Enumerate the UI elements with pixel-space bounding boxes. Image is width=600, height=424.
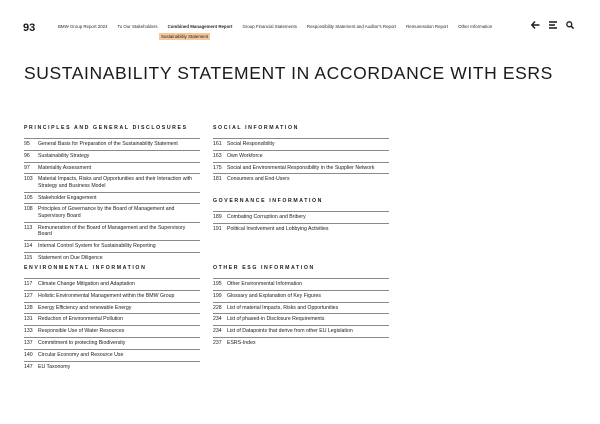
toc-text: Statement on Due Diligence [38, 254, 103, 261]
back-arrow-icon[interactable] [531, 21, 540, 29]
toc-page: 131 [24, 316, 33, 323]
toc-page: 133 [24, 328, 33, 335]
toc-row[interactable] [213, 325, 389, 337]
toc-page: 103 [24, 176, 33, 183]
toc-text: Material Impacts, Risks and Opportunities and their Interaction with Strategy and Business Model [38, 176, 192, 189]
toc-row[interactable] [24, 252, 200, 264]
toc-row[interactable] [24, 278, 200, 290]
toc-row[interactable] [213, 211, 389, 223]
toc-row[interactable] [24, 325, 200, 337]
toc-page: 127 [24, 292, 33, 299]
toc-text: ESRS-Index [227, 339, 256, 346]
toc-page: 161 [213, 141, 222, 147]
toc-text: Social Responsibility [227, 141, 275, 147]
section-heading: ENVIRONMENTAL INFORMATION [24, 265, 147, 271]
toc-row[interactable] [24, 361, 200, 373]
toc-page: 128 [24, 304, 33, 311]
nav-item-management-report[interactable]: Combined Management Report [167, 24, 233, 29]
nav-item-financial-statements[interactable]: Group Financial Statements [242, 24, 297, 29]
toc-page: 234 [213, 328, 222, 335]
toc-page: 95 [24, 141, 30, 147]
toc-text: Sustainability Strategy [38, 152, 90, 159]
toc-text: Political Involvement and Lobbying Activities [227, 225, 329, 232]
toc-page: 181 [213, 176, 222, 183]
toc-page: 228 [213, 304, 222, 311]
toc-page: 114 [24, 242, 33, 249]
toc-row[interactable] [213, 150, 389, 162]
toc-page: 189 [213, 214, 222, 220]
toc-row[interactable] [24, 150, 200, 162]
toc-row[interactable] [24, 313, 200, 325]
toc-text: List of material Impacts, Risks and Opportunities [227, 304, 339, 311]
section-heading: PRINCIPLES AND GENERAL DISCLOSURES [24, 125, 188, 131]
top-navigation [58, 24, 502, 29]
toc-text: Energy Efficiency and renewable Energy [38, 304, 132, 311]
nav-item-report[interactable]: BMW Group Report 2024 [58, 24, 108, 29]
toc-text: Principles of Governance by the Board of Management and Supervisory Board [38, 206, 175, 219]
nav-item-responsibility-statement[interactable]: Responsibility Statement and Auditor's Report [306, 24, 397, 29]
toc-row[interactable] [213, 162, 389, 174]
toc-row[interactable] [24, 138, 200, 150]
toc-text: Internal Control System for Sustainability Reporting [38, 242, 156, 249]
toc-text: Holistic Environmental Management within the BMW Group [38, 292, 175, 299]
toc-text: Social and Environmental Responsibility in the Supplier Network [227, 164, 375, 171]
section-general-disclosures [24, 125, 200, 263]
toc-text: Remuneration of the Board of Management and the Supervisory Board [38, 224, 186, 237]
toc-page: 140 [24, 351, 33, 358]
toc-row[interactable] [24, 240, 200, 252]
section-environmental-information [24, 265, 200, 372]
toc-page: 108 [24, 206, 33, 213]
search-icon[interactable] [566, 21, 574, 29]
section-other-esg-information [213, 265, 389, 349]
toc-text: Glossary and Explanation of Key Figures [227, 292, 322, 299]
subnav-sustainability-statement[interactable]: Sustainability Statement [161, 34, 209, 39]
toc-text: General Basis for Preparation of the Sustainability Statement [38, 141, 178, 147]
menu-icon[interactable] [549, 21, 557, 29]
nav-item-stakeholders[interactable]: To Our Stakeholders [117, 24, 158, 29]
toc-row[interactable] [24, 349, 200, 361]
toc-page: 147 [24, 363, 33, 370]
toc-row[interactable] [24, 337, 200, 349]
toc-row[interactable] [213, 173, 389, 185]
toc-page: 237 [213, 339, 222, 346]
toc-row[interactable] [24, 162, 200, 174]
nav-item-remuneration-report[interactable]: Remuneration Report [406, 24, 449, 29]
toc-page: 191 [213, 225, 222, 232]
toc-page: 175 [213, 164, 222, 171]
toc-row[interactable] [24, 290, 200, 302]
toc-text: Climate Change Mitigation and Adaptation [38, 281, 135, 287]
toc-row[interactable] [213, 302, 389, 314]
toc-page: 105 [24, 194, 33, 201]
toc-page: 199 [213, 292, 222, 299]
toc-text: Consumers and End-Users [227, 176, 290, 183]
toolbar-icons [531, 21, 574, 29]
toc-page: 137 [24, 339, 33, 346]
toc-page: 195 [213, 281, 222, 287]
toc-text: Materiality Assessment [38, 164, 92, 171]
toc-page: 115 [24, 254, 33, 261]
toc-row[interactable] [24, 203, 200, 221]
toc-page: 163 [213, 152, 222, 159]
page-title: SUSTAINABILITY STATEMENT IN ACCORDANCE WITH ESRS [24, 63, 553, 83]
section-heading: GOVERNANCE INFORMATION [213, 198, 324, 204]
toc-text: List of Datapoints that derive from other EU Legislation [227, 328, 353, 335]
toc-text: Other Environmental Information [227, 281, 302, 287]
toc-page: 234 [213, 316, 222, 323]
toc-text: Circular Economy and Resource Use [38, 351, 124, 358]
toc-row[interactable] [24, 173, 200, 191]
toc-row[interactable] [213, 337, 389, 349]
toc-row[interactable] [24, 222, 200, 240]
toc-row[interactable] [213, 290, 389, 302]
toc-text: EU Taxonomy [38, 363, 71, 370]
toc-page: 117 [24, 281, 33, 287]
section-governance-information [213, 198, 389, 235]
toc-text: Reduction of Environmental Pollution [38, 316, 124, 323]
toc-text: Stakeholder Engagement [38, 194, 97, 201]
toc-page: 96 [24, 152, 30, 159]
toc-page: 97 [24, 164, 30, 171]
toc-row[interactable] [213, 278, 389, 290]
toc-text: Own Workforce [227, 152, 263, 159]
section-heading: SOCIAL INFORMATION [213, 125, 299, 131]
section-heading: OTHER ESG INFORMATION [213, 265, 315, 271]
toc-row[interactable] [213, 138, 389, 150]
toc-text: Commitment to protecting Biodiversity [38, 339, 126, 346]
toc-row[interactable] [24, 192, 200, 204]
toc-row[interactable] [213, 313, 389, 325]
toc-page: 113 [24, 224, 33, 231]
page-number: 93 [23, 22, 36, 34]
toc-text: Combating Corruption and Bribery [227, 214, 306, 220]
nav-item-other-information[interactable]: Other Information [458, 24, 493, 29]
toc-text: List of phased-in Disclosure Requirements [227, 316, 325, 323]
toc-row[interactable] [24, 302, 200, 314]
toc-text: Responsible Use of Water Resources [38, 328, 125, 335]
toc-row[interactable] [213, 223, 389, 235]
section-social-information [213, 125, 389, 185]
